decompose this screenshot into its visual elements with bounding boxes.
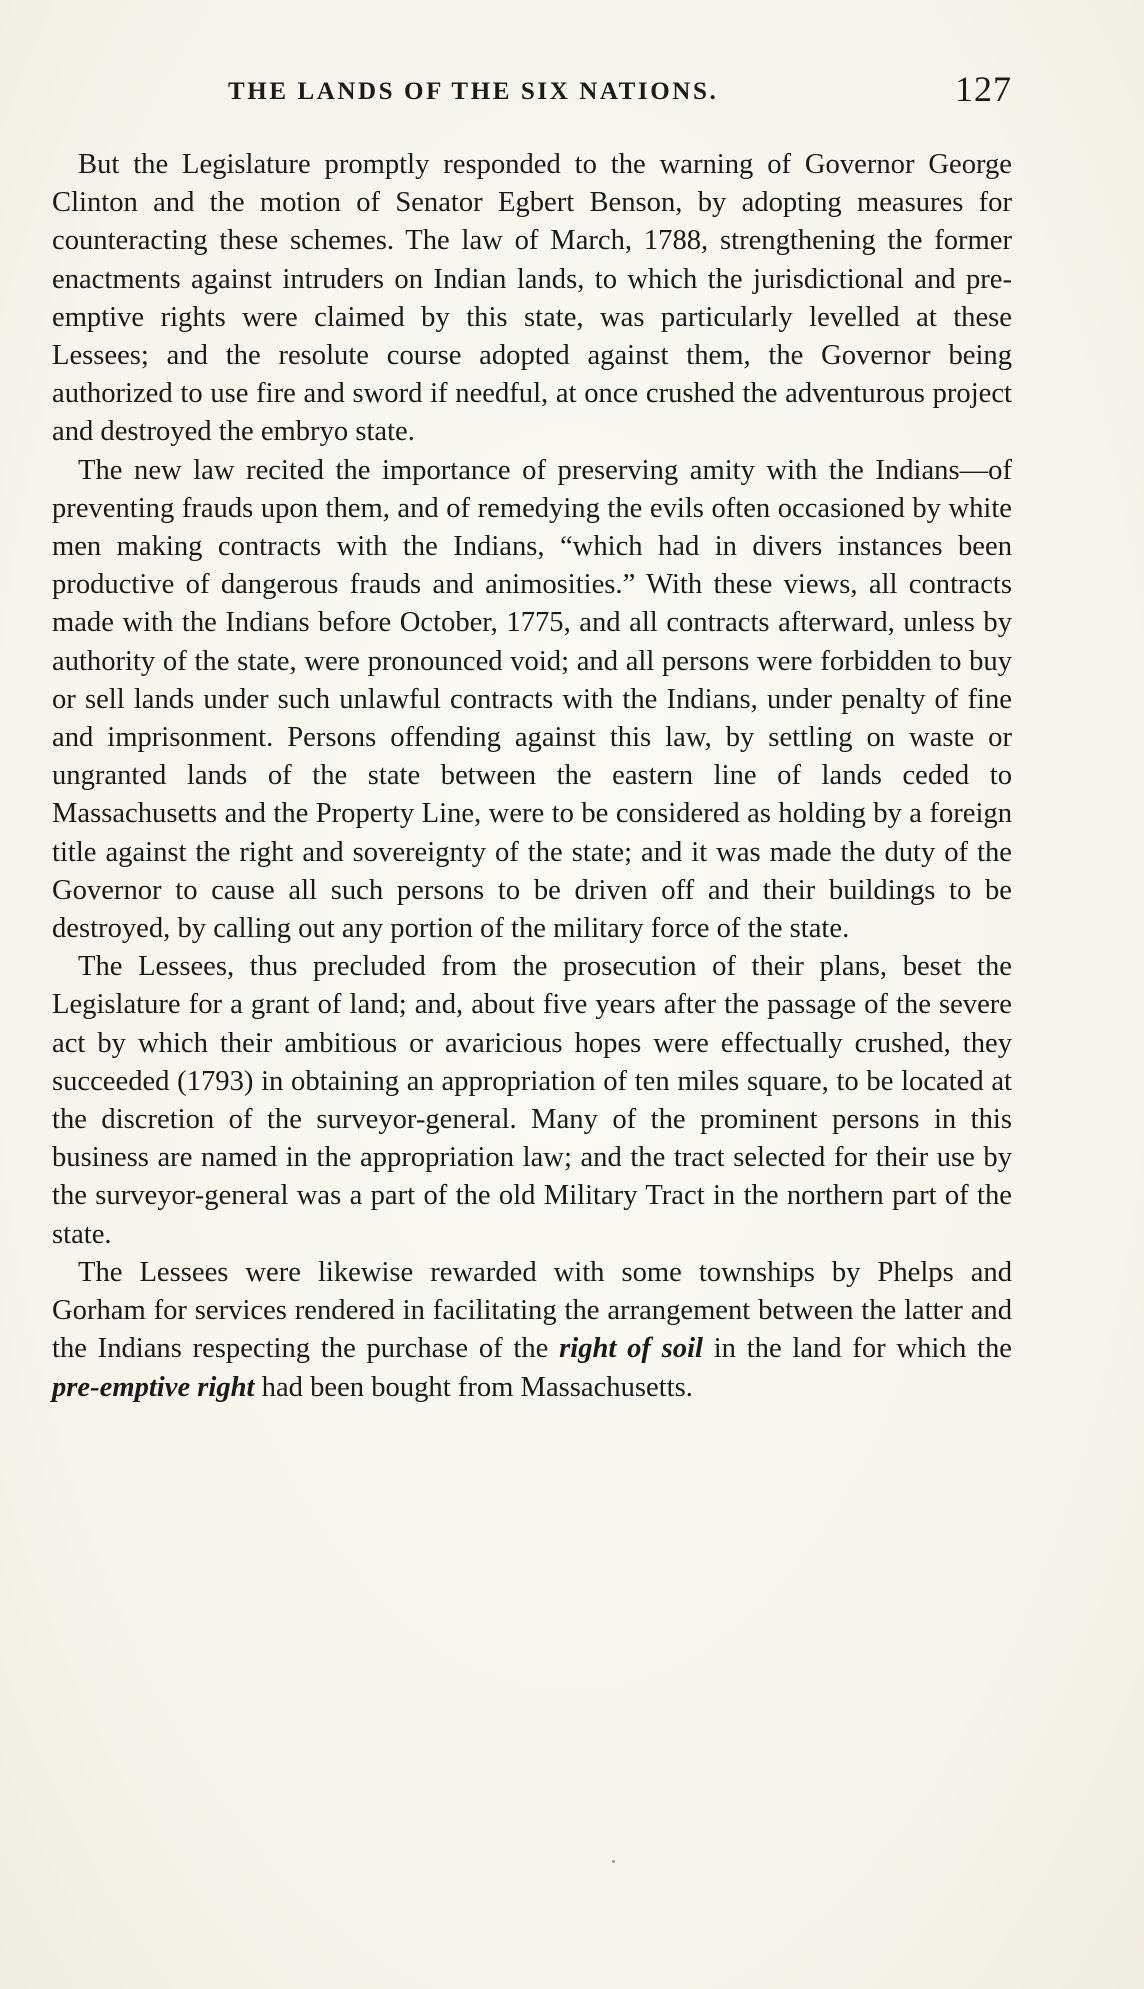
page-speck <box>612 1860 615 1863</box>
emphasis-pre-emptive-right: pre-emptive right <box>52 1371 255 1403</box>
emphasis-right-of-soil: right of soil <box>559 1333 703 1365</box>
paragraph-4-part-2: in the land for which the <box>713 1333 1012 1365</box>
paragraph-4-part-1: The Lessees were likewise rewarded with some townships by Phelps and Gorham for services rendered in facilitating the arrangement between the latter and the Indians respecting the purchase of the <box>52 1256 1012 1365</box>
paragraph-4 <box>52 1254 1012 1407</box>
body-text <box>52 146 1012 1407</box>
paragraph-3: The Lessees, thus precluded from the prosecution of their plans, beset the Legislature for a grant of land; and, about five years after the passage of the severe act by which their ambitious or avaricious hopes were effectually crushed, they succeeded (1793) in obtaining an appropriation of ten miles square, to be located at the discretion of the surveyor-general. Many of the prominent persons in this business are named in the appropriation law; and the tract selected for their use by the surveyor-general was a part of the old Military Tract in the northern part of the state. <box>52 951 1012 1250</box>
paragraph-1: But the Legislature promptly responded to the warning of Governor George Clinton and the motion of Senator Egbert Benson, by adopting measures for counteracting these schemes. The law of March, 1788, strengthening the former enactments against intruders on Indian lands, to which the jurisdictional and pre-emptive rights were claimed by this state, was particularly levelled at these Lessees; and the resolute course adopted against them, the Governor being authorized to use fire and sword if needful, at once crushed the adventurous project and destroyed the embryo state. <box>52 149 1012 448</box>
page-number: 127 <box>955 69 1012 109</box>
paragraph-4-part-3: had been bought from Massachusetts. <box>261 1371 693 1403</box>
page-header <box>52 66 1012 114</box>
paragraph-2: The new law recited the importance of preserving amity with the Indians—of preventing frauds upon them, and of remedying the evils often occasioned by white men making contracts with the Indians, “which had in divers instances been productive of dangerous frauds and animosities.” With these views, all contracts made with the Indians before October, 1775, and all contracts afterward, unless by authority of the state, were pronounced void; and all persons were forbidden to buy or sell lands under such unlawful contracts with the Indians, under penalty of fine and imprisonment. Persons offending against this law, by settling on waste or ungranted lands of the state between the eastern line of lands ceded to Massachusetts and the Property Line, were to be considered as holding by a foreign title against the right and sovereignty of the state; and it was made the duty of the Governor to cause all such persons to be driven off and their buildings to be destroyed, by calling out any portion of the military force of the state. <box>52 454 1012 945</box>
running-title: THE LANDS OF THE SIX NATIONS. <box>228 78 719 105</box>
